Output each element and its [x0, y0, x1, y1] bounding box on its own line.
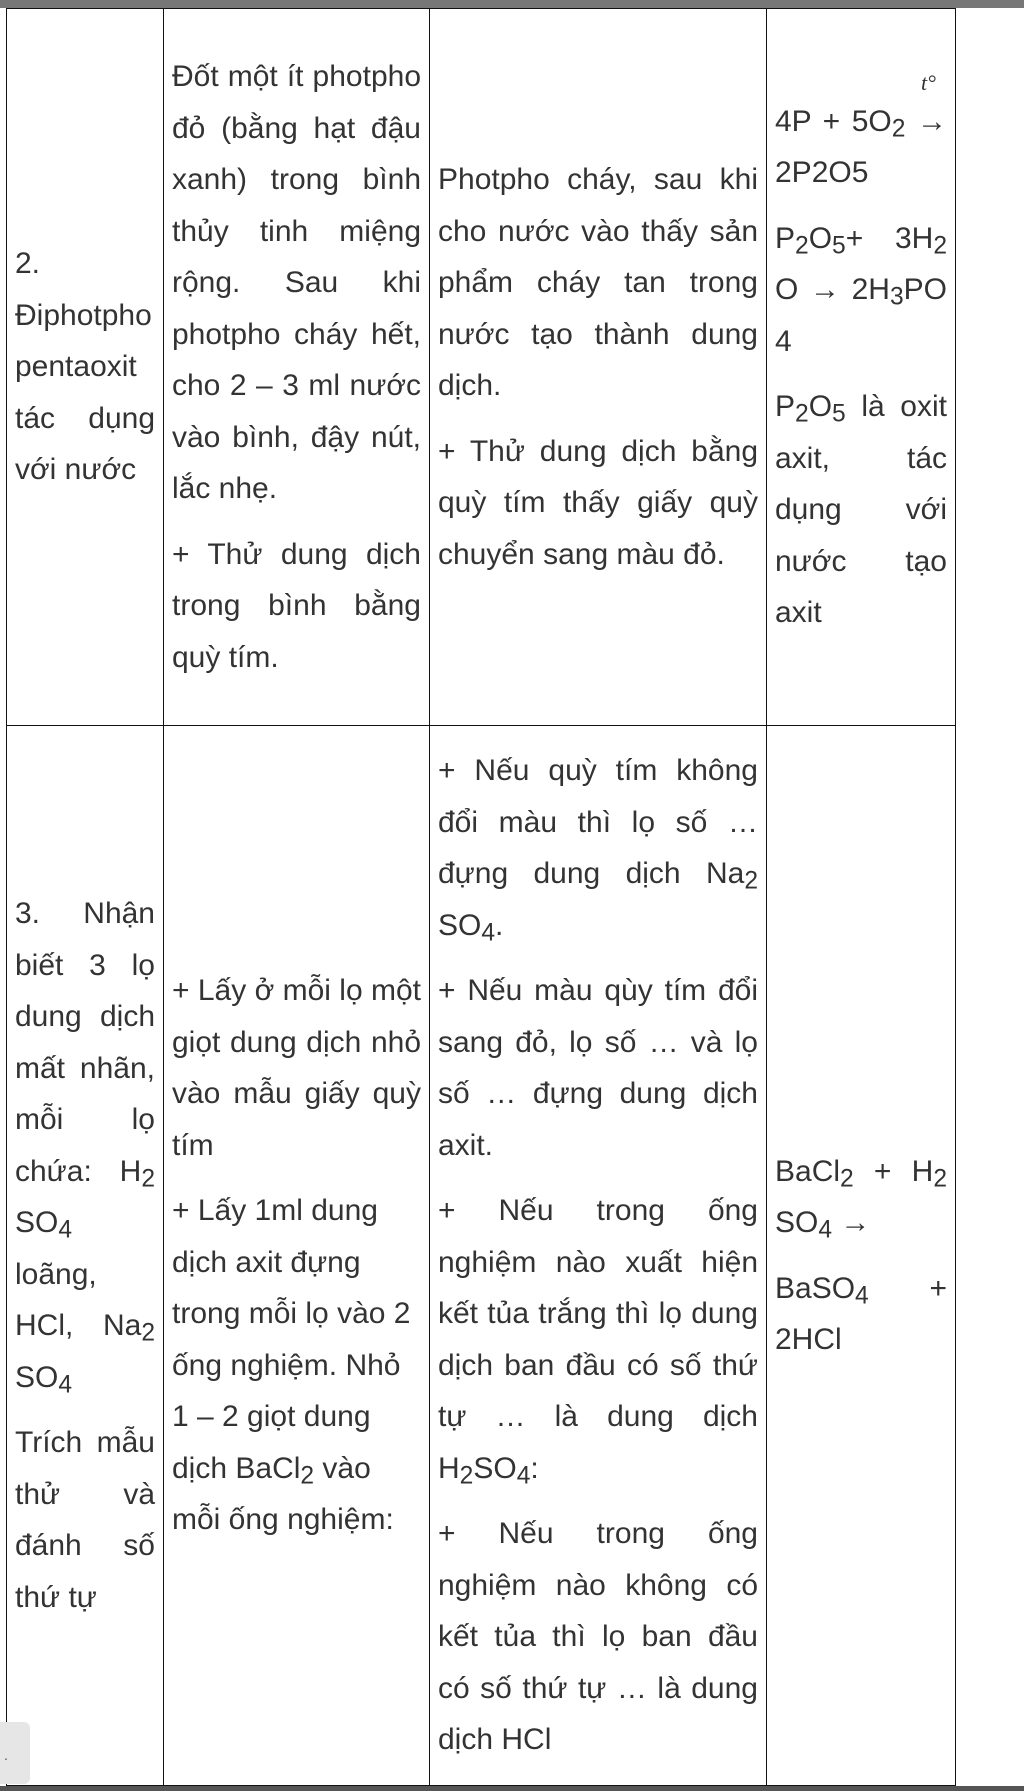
cell-procedure [164, 9, 430, 726]
equation-1: $4P + 5O_2$ t° → 2P2O5 [775, 69, 947, 189]
observation-text: + Nếu màu qùy tím đổi sang đỏ, lọ số … và lọ số … đựng dung dịch axit. [438, 974, 758, 1162]
procedure-step: + Thử dung dịch trong bình bằng quỳ tím. [172, 537, 421, 674]
experiment-table [6, 8, 956, 1786]
equation-note: $P_2O_5$ là oxit axit, tác dụng với nước tạo axit [775, 390, 947, 629]
cell-experiment-name [7, 726, 164, 1786]
observation-text: + Nếu trong ống nghiệm nào không có kết tủa thì lọ ban đầu có số thứ tự … là dung dịch HCl [438, 1517, 758, 1757]
equation-2: BaSO$_4$ + 2HCl [775, 1271, 947, 1356]
side-scroll-tab[interactable]: . [0, 1722, 30, 1784]
cell-observation [430, 726, 767, 1786]
experiment-title: 2. Điphotpho pentaoxit tác dụng với nước [15, 247, 155, 487]
procedure-step: + Lấy ở mỗi lọ một giọt dung dịch nhỏ vào mẫu giấy quỳ tím [172, 974, 421, 1162]
bottom-border [0, 1786, 1024, 1791]
experiment-title: 3. Nhận biết 3 lọ dung dịch mất nhãn, mỗi lọ chứa: $H_2$ $SO_4$ loãng, HCl, $Na_2$ $SO_4$ [15, 897, 155, 1398]
table-row-experiment-2 [7, 9, 956, 726]
cell-equation [767, 9, 956, 726]
equation-1: BaCl$_2$ + $H_2$ $SO_4$ → [775, 1154, 947, 1244]
top-border [0, 0, 1024, 8]
table-row-experiment-3 [7, 726, 956, 1786]
cell-experiment-name [7, 9, 164, 726]
equation-2: $P_2O_5+ 3H_2$ $O \to 2H_3PO$ 4 [775, 221, 947, 358]
cell-equation [767, 726, 956, 1786]
observation-text: Photpho cháy, sau khi cho nước vào thấy sản phẩm cháy tan trong nước tạo thành dung dịch. [438, 163, 758, 402]
cell-observation [430, 9, 767, 726]
experiment-subtitle: Trích mẫu thử và đánh số thứ tự [15, 1426, 155, 1614]
reaction-arrow-icon: t° → [917, 69, 947, 138]
cell-procedure [164, 726, 430, 1786]
procedure-step: Đốt một ít photpho đỏ (bằng hạt đậu xanh) trong bình thủy tinh miệng rộng. Sau khi photpho cháy hết, cho 2 – 3 ml nước vào bình, đậy nút, lắc nhẹ. [172, 60, 421, 505]
observation-text: + Thử dung dịch bằng quỳ tím thấy giấy quỳ chuyển sang màu đỏ. [438, 434, 758, 571]
observation-text: + Nếu trong ống nghiệm nào xuất hiện kết tủa trắng thì lọ dung dịch ban đầu có số thứ tự … là dung dịch $H_2SO_4$: [438, 1194, 758, 1490]
observation-text: + Nếu quỳ tím không đổi màu thì lọ số … đựng dung dịch $Na_2$ $SO_4$. [438, 754, 758, 947]
procedure-step: + Lấy 1ml dung dịch axit đựng trong mỗi lọ vào 2 ống nghiệm. Nhỏ 1 – 2 giọt dung dịch BaCl$_2$ vào mỗi ống nghiệm: [172, 1194, 411, 1537]
